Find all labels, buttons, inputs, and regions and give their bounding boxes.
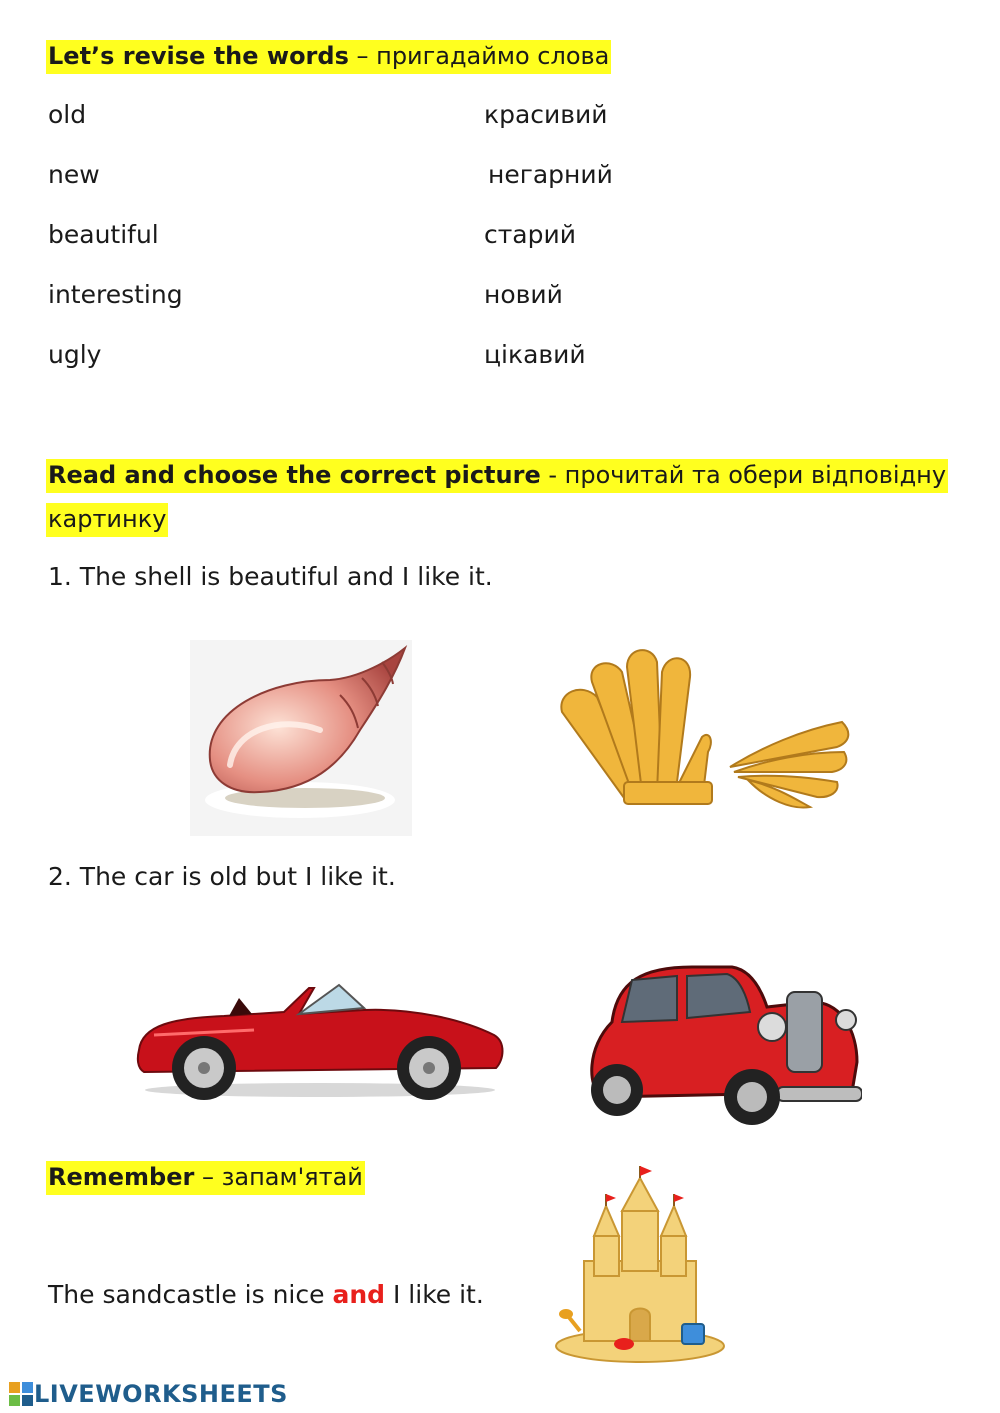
section3-title-uk: запам'ятай <box>221 1163 363 1191</box>
section2-header <box>46 453 956 497</box>
section3-title-en: Remember <box>48 1163 195 1191</box>
section2-title-uk-line2: картинку <box>46 503 168 537</box>
english-word: interesting <box>48 280 183 309</box>
ukrainian-word: красивий <box>484 100 608 129</box>
modern-car-picture[interactable] <box>134 980 506 1100</box>
sandcastle-picture <box>554 1166 726 1364</box>
section2-header-line2 <box>46 497 168 541</box>
old-car-picture[interactable] <box>582 962 862 1130</box>
section2-title-uk: прочитай та обери відповідну <box>564 461 947 489</box>
modern-car-icon <box>134 980 506 1100</box>
remember-sentence <box>48 1280 484 1309</box>
remember-sentence-end: I like it. <box>385 1280 484 1309</box>
section2-title-en: Read and choose the correct picture <box>48 461 541 489</box>
ukrainian-word: новий <box>484 280 563 309</box>
ukrainian-word: старий <box>484 220 576 249</box>
english-word: old <box>48 100 87 129</box>
section2-title-sep: - <box>540 461 565 489</box>
ukrainian-word: негарний <box>488 160 613 189</box>
section1-title-en: Let’s revise the words <box>48 42 349 70</box>
english-word: new <box>48 160 100 189</box>
sandcastle-icon <box>554 1166 726 1364</box>
section3-title <box>46 1161 365 1195</box>
conch-shell-icon <box>190 640 412 836</box>
remember-sentence-start: The sandcastle is nice <box>48 1280 333 1309</box>
english-word: ugly <box>48 340 102 369</box>
section1-header <box>46 34 611 78</box>
english-word: beautiful <box>48 220 159 249</box>
broken-shell-icon <box>552 642 852 810</box>
ukrainian-word: цікавий <box>484 340 586 369</box>
footer-logo-text: LIVEWORKSHEETS <box>34 1380 288 1408</box>
old-car-icon <box>582 962 862 1130</box>
section3-header <box>46 1155 365 1199</box>
remember-sentence-conjunction: and <box>332 1280 386 1309</box>
shell-broken-picture[interactable] <box>552 642 852 810</box>
section1-title-uk: пригадаймо слова <box>376 42 610 70</box>
section1-title <box>46 40 611 74</box>
footer-logo <box>8 1380 288 1408</box>
liveworksheets-logo-icon <box>8 1381 34 1407</box>
section2-title-line1 <box>46 459 948 493</box>
section3-title-sep: – <box>194 1163 222 1191</box>
question-1: 1. The shell is beautiful and I like it. <box>48 562 493 591</box>
question-2: 2. The car is old but I like it. <box>48 862 396 891</box>
section1-title-sep: – <box>348 42 377 70</box>
shell-conch-picture[interactable] <box>190 640 412 836</box>
